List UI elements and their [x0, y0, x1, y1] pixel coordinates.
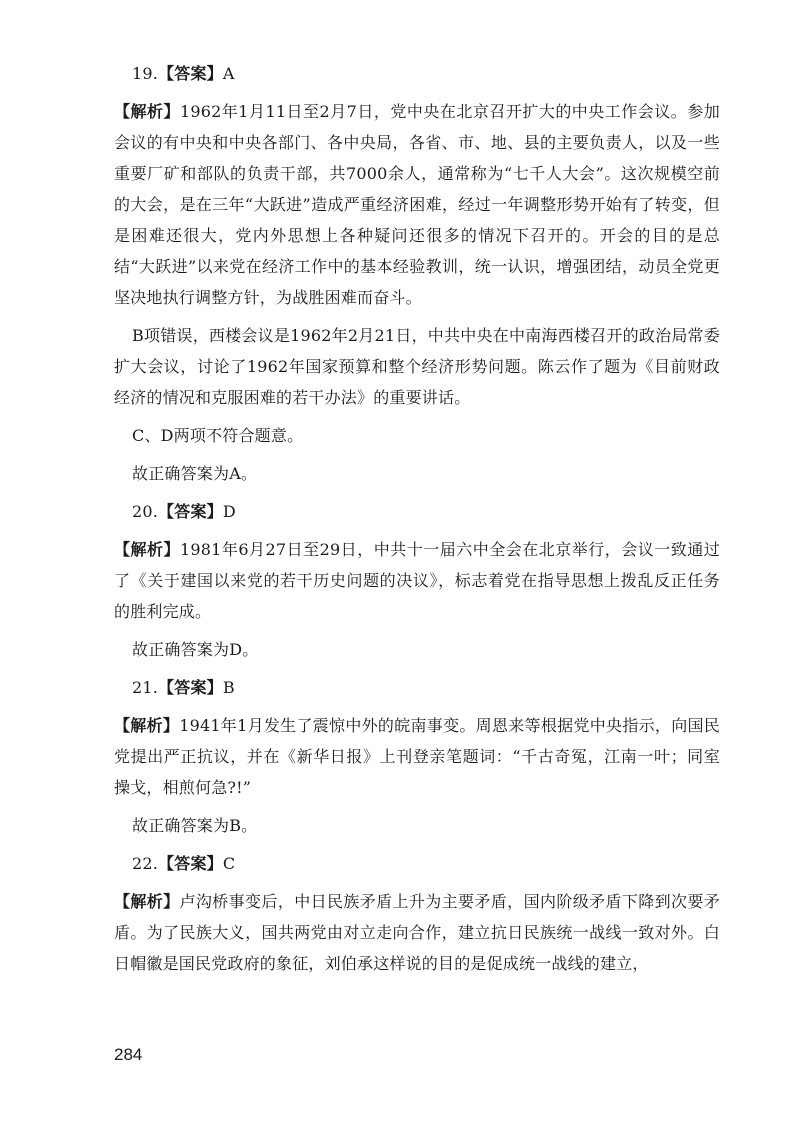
- q19-option-cd: C、D两项不符合题意。: [132, 426, 304, 445]
- q21-analysis-tag: 【解析】: [114, 716, 180, 735]
- q21-answer: B: [222, 678, 235, 697]
- q21-answer-tag: 【答案】: [158, 678, 223, 697]
- q19-option-b: B项错误，西楼会议是1962年2月21日，中共中央在中南海西楼召开的政治局常委扩大会议，讨论了1962年国家预算和整个经济形势问题。陈云作了题为《目前财政经济的情况和克服困难的若干办法》的重要讲话。: [114, 326, 720, 407]
- q22-answer-tag: 【答案】: [158, 854, 223, 873]
- q20-answer-tag: 【答案】: [158, 502, 223, 521]
- q19-answer: A: [222, 64, 235, 83]
- page-number: 284: [114, 1045, 143, 1064]
- q22-answer: C: [222, 854, 236, 873]
- q20-answer: D: [222, 502, 236, 521]
- q20-analysis-tag: 【解析】: [114, 540, 181, 559]
- q19-analysis-tag: 【解析】: [114, 102, 180, 121]
- q21-conclusion: 故正确答案为B。: [132, 816, 258, 835]
- q21-analysis-text: 1941年1月发生了震惊中外的皖南事变。周恩来等根据党中央指示，向国民党提出严正抗议，并在《新华日报》上刊登亲笔题词：“千古奇冤，江南一叶；同室操戈，相煎何急?!”: [114, 716, 720, 797]
- q20-conclusion: 故正确答案为D。: [132, 640, 259, 659]
- q21-answer-line: [114, 672, 720, 703]
- q20-number: 20.: [132, 502, 159, 521]
- q22-answer-line: [114, 848, 720, 879]
- q22-analysis-text: 卢沟桥事变后，中日民族矛盾上升为主要矛盾，国内阶级矛盾下降到次要矛盾。为了民族大义，国共两党由对立走向合作，建立抗日民族统一战线一致对外。白日帽徽是国民党政府的象征，刘伯承这样说的目的是促成统一战线的建立，: [114, 892, 720, 973]
- q20-analysis-text: 1981年6月27日至29日，中共十一届六中全会在北京举行，会议一致通过了《关于建国以来党的若干历史问题的决议》，标志着党在指导思想上拨乱反正任务的胜利完成。: [114, 540, 720, 621]
- q19-conclusion: 故正确答案为A。: [132, 464, 258, 483]
- q19-analysis: [114, 96, 720, 313]
- q21-analysis: [114, 710, 720, 803]
- q22-analysis: [114, 886, 720, 979]
- q20-analysis: [114, 534, 720, 627]
- page-content: [114, 58, 720, 986]
- q21-number: 21.: [132, 678, 159, 697]
- q19-number: 19.: [132, 64, 159, 83]
- q19-analysis-text: 1962年1月11日至2月7日，党中央在北京召开扩大的中央工作会议。参加会议的有中央和中央各部门、各中央局，各省、市、地、县的主要负责人，以及一些重要厂矿和部队的负责干部，共7000余人，通常称为“七千人大会”。这次规模空前的大会，是在三年“大跃进”造成严重经济困难，经过一年调整形势开始有了转变，但是困难还很大，党内外思想上各种疑问还很多的情况下召开的。开会的目的是总结“大跃进”以来党在经济工作中的基本经验教训，统一认识，增强团结，动员全党更坚决地执行调整方针，为战胜困难而奋斗。: [114, 102, 720, 307]
- q19-answer-tag: 【答案】: [158, 64, 223, 83]
- q19-answer-line: [114, 58, 720, 89]
- q22-analysis-tag: 【解析】: [114, 892, 180, 911]
- q20-answer-line: [114, 496, 720, 527]
- q22-number: 22.: [132, 854, 159, 873]
